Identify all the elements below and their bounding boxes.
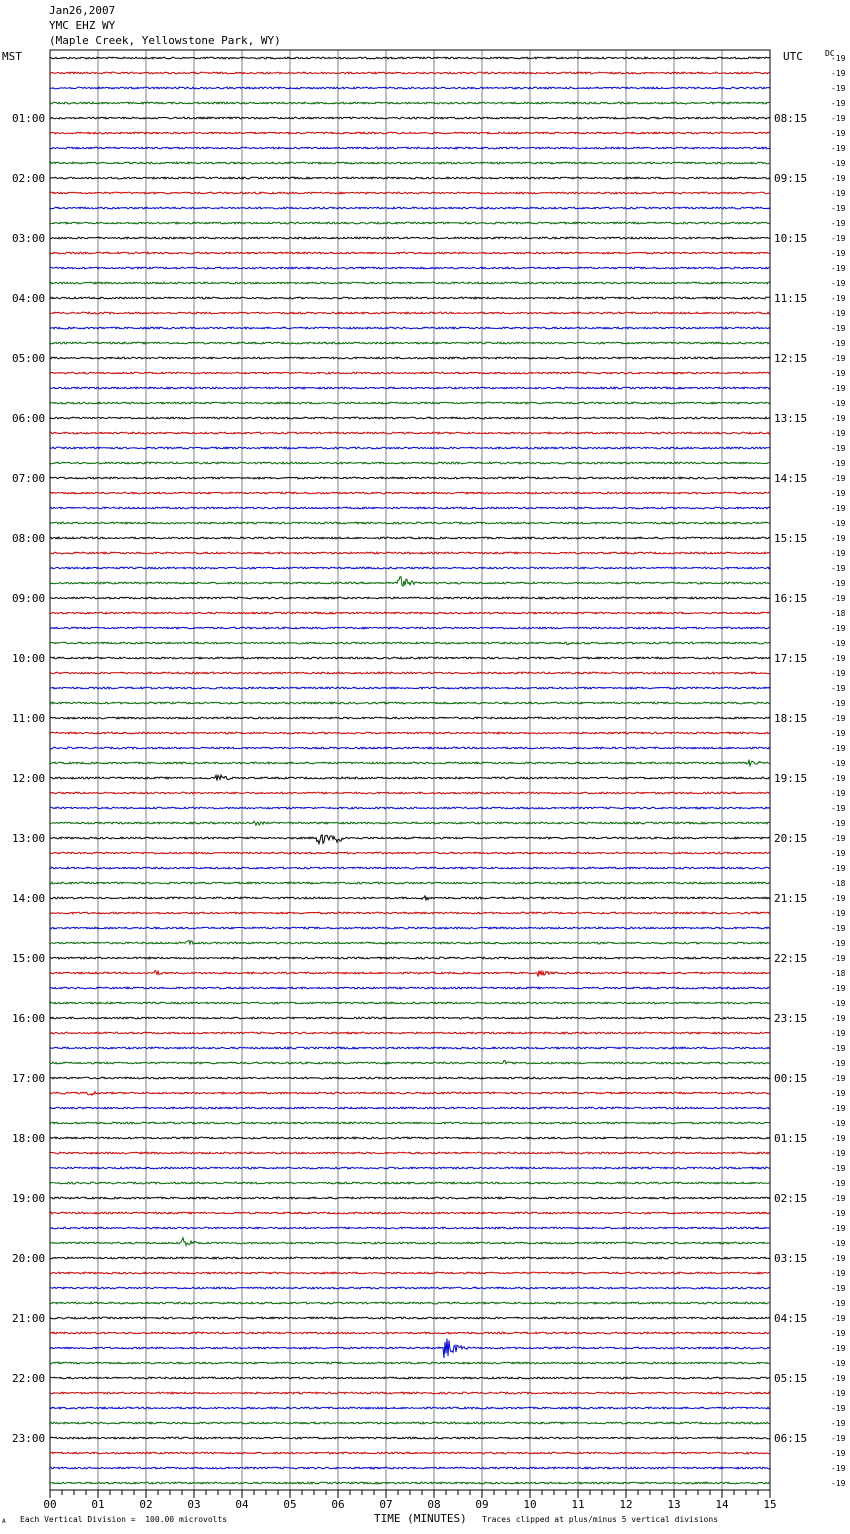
seismic-trace [50, 657, 770, 659]
seismic-trace [50, 342, 770, 344]
mst-hour-label: 21:00 [12, 1312, 46, 1325]
dc-offset-label: -19 [831, 774, 846, 783]
seismic-trace [50, 835, 770, 844]
seismic-trace [50, 222, 770, 224]
dc-offset-label: -19 [831, 279, 846, 288]
dc-offset-label: -19 [831, 1449, 846, 1458]
dc-offset-label: -19 [831, 1224, 846, 1233]
dc-offset-label: -19 [831, 1119, 846, 1128]
dc-offset-label: -19 [831, 654, 846, 663]
dc-offset-label: -19 [831, 114, 846, 123]
plot-date: Jan26,2007 [49, 4, 116, 17]
dc-offset-label: -19 [831, 519, 846, 528]
seismic-trace [50, 867, 770, 869]
seismic-trace [50, 492, 770, 494]
dc-offset-label: -19 [831, 924, 846, 933]
mst-hour-label: 03:00 [12, 232, 46, 245]
dc-offset-label: -19 [831, 1389, 846, 1398]
utc-hour-label: 23:15 [774, 1012, 808, 1025]
dc-offset-label: -19 [831, 144, 846, 153]
dc-offset-label: -19 [831, 714, 846, 723]
seismic-trace [50, 327, 770, 329]
mst-hour-label: 23:00 [12, 1432, 46, 1445]
seismic-trace [50, 927, 770, 929]
seismic-trace [50, 252, 770, 254]
dc-offset-label: -19 [831, 534, 846, 543]
seismic-trace [50, 132, 770, 134]
seismic-trace [50, 1061, 770, 1064]
station-code: YMC EHZ WY [49, 19, 116, 32]
dc-offset-label: -19 [831, 54, 846, 63]
dc-offset-label: -19 [831, 669, 846, 678]
dc-offset-label: -19 [831, 579, 846, 588]
seismic-trace [50, 1302, 770, 1304]
dc-offset-label: -19 [831, 1149, 846, 1158]
mst-hour-label: 19:00 [12, 1192, 46, 1205]
seismic-trace [50, 1287, 770, 1289]
mst-hour-label: 17:00 [12, 1072, 46, 1085]
seismic-trace [50, 177, 770, 179]
dc-offset-label: -18 [831, 609, 846, 618]
dc-offset-label: -19 [831, 1209, 846, 1218]
right-timezone-label: UTC [783, 50, 803, 63]
mst-hour-label: 02:00 [12, 172, 46, 185]
dc-offset-label: -19 [831, 189, 846, 198]
seismic-trace [50, 1467, 770, 1469]
dc-offset-label: -19 [831, 1404, 846, 1413]
seismic-trace [50, 237, 770, 239]
seismic-trace [50, 462, 770, 464]
dc-offset-label: -19 [831, 1179, 846, 1188]
seismic-trace [50, 642, 770, 645]
scale-note: Each Vertical Division = 100.00 microvolts [20, 1515, 228, 1524]
x-tick-label: 13 [667, 1498, 681, 1511]
dc-offset-label: -19 [831, 744, 846, 753]
dc-offset-label: -19 [831, 684, 846, 693]
dc-offset-label: -19 [831, 999, 846, 1008]
seismic-trace [50, 1122, 770, 1124]
seismic-trace [50, 57, 770, 59]
x-tick-label: 05 [283, 1498, 297, 1511]
utc-hour-label: 06:15 [774, 1432, 808, 1445]
utc-hour-label: 01:15 [774, 1132, 808, 1145]
utc-hour-label: 09:15 [774, 172, 808, 185]
dc-offset-label: -19 [831, 1029, 846, 1038]
seismic-trace [50, 1257, 770, 1259]
seismic-trace [50, 1452, 770, 1454]
x-tick-label: 00 [43, 1498, 57, 1511]
seismic-trace [50, 627, 770, 629]
x-tick-label: 07 [379, 1498, 393, 1511]
seismic-trace [50, 117, 770, 119]
seismic-trace [50, 612, 770, 614]
seismic-trace [50, 687, 770, 689]
dc-offset-label: -18 [831, 879, 846, 888]
seismic-trace [50, 1167, 770, 1169]
seismic-trace [50, 87, 770, 89]
seismic-trace [50, 1152, 770, 1154]
mst-hour-label: 14:00 [12, 892, 46, 905]
seismic-trace [50, 282, 770, 284]
dc-offset-label: -19 [831, 894, 846, 903]
x-tick-label: 14 [715, 1498, 729, 1511]
dc-offset-label: -19 [831, 309, 846, 318]
seismic-trace [50, 507, 770, 509]
seismic-trace [50, 702, 770, 704]
x-tick-label: 12 [619, 1498, 633, 1511]
seismic-trace [50, 970, 770, 976]
corner-mark: A [2, 1518, 6, 1525]
seismic-trace [50, 1107, 770, 1109]
dc-offset-label: -19 [831, 1314, 846, 1323]
dc-offset-label: -19 [831, 384, 846, 393]
seismic-trace [50, 1238, 770, 1246]
x-tick-label: 04 [235, 1498, 249, 1511]
seismic-trace [50, 147, 770, 149]
mst-hour-label: 01:00 [12, 112, 46, 125]
dc-offset-label: -19 [831, 489, 846, 498]
dc-offset-label: -19 [831, 474, 846, 483]
x-tick-label: 10 [523, 1498, 537, 1511]
seismic-trace [50, 72, 770, 74]
x-tick-label: 02 [139, 1498, 153, 1511]
seismic-trace [50, 402, 770, 404]
dc-offset-label: -19 [831, 159, 846, 168]
dc-offset-label: -19 [831, 1104, 846, 1113]
mst-hour-label: 15:00 [12, 952, 46, 965]
x-axis-title: TIME (MINUTES) [374, 1512, 467, 1525]
dc-offset-label: -19 [831, 804, 846, 813]
dc-offset-label: -19 [831, 1479, 846, 1488]
utc-hour-label: 12:15 [774, 352, 808, 365]
dc-offset-label: -19 [831, 264, 846, 273]
utc-hour-label: 15:15 [774, 532, 808, 545]
dc-offset-label: -19 [831, 1434, 846, 1443]
seismic-trace [50, 957, 770, 959]
dc-offset-label: -19 [831, 294, 846, 303]
x-tick-label: 15 [763, 1498, 777, 1511]
seismic-trace [50, 896, 770, 900]
seismic-trace [50, 387, 770, 389]
seismic-trace [50, 1017, 770, 1019]
utc-hour-label: 11:15 [774, 292, 808, 305]
seismic-trace [50, 372, 770, 374]
seismic-trace [50, 821, 770, 825]
dc-offset-label: -19 [831, 1074, 846, 1083]
dc-offset-label: -18 [831, 969, 846, 978]
seismic-trace [50, 357, 770, 359]
dc-offset-label: -19 [831, 594, 846, 603]
dc-offset-label: -19 [831, 324, 846, 333]
mst-hour-label: 22:00 [12, 1372, 46, 1385]
x-tick-label: 09 [475, 1498, 489, 1511]
seismic-trace [50, 1077, 770, 1079]
dc-offset-label: -19 [831, 1239, 846, 1248]
mst-hour-label: 16:00 [12, 1012, 46, 1025]
dc-offset-label: -19 [831, 129, 846, 138]
dc-offset-label: -19 [831, 249, 846, 258]
dc-offset-label: -19 [831, 729, 846, 738]
utc-hour-label: 19:15 [774, 772, 808, 785]
seismic-trace [50, 192, 770, 194]
dc-offset-label: -19 [831, 1329, 846, 1338]
utc-hour-label: 21:15 [774, 892, 808, 905]
seismic-trace [50, 312, 770, 314]
dc-offset-label: -19 [831, 1299, 846, 1308]
seismic-trace [50, 432, 770, 434]
seismic-trace [50, 577, 770, 587]
utc-hour-label: 14:15 [774, 472, 808, 485]
dc-offset-label: -19 [831, 219, 846, 228]
utc-hour-label: 18:15 [774, 712, 808, 725]
utc-hour-label: 10:15 [774, 232, 808, 245]
seismic-trace [50, 732, 770, 734]
seismic-trace [50, 1092, 770, 1096]
seismic-trace [50, 760, 770, 767]
seismic-trace [50, 1182, 770, 1184]
dc-offset-label: -19 [831, 204, 846, 213]
x-tick-label: 06 [331, 1498, 345, 1511]
seismic-trace [50, 1317, 770, 1319]
seismic-trace [50, 1377, 770, 1379]
utc-hour-label: 22:15 [774, 952, 808, 965]
utc-hour-label: 20:15 [774, 832, 808, 845]
dc-offset-label: -19 [831, 864, 846, 873]
seismic-trace [50, 1362, 770, 1364]
dc-offset-label: -19 [831, 69, 846, 78]
dc-offset-label: -19 [831, 954, 846, 963]
utc-hour-label: 13:15 [774, 412, 808, 425]
dc-offset-label: -19 [831, 1059, 846, 1068]
seismic-trace [50, 102, 770, 104]
mst-hour-label: 08:00 [12, 532, 46, 545]
dc-offset-label: -19 [831, 834, 846, 843]
seismic-trace [50, 1212, 770, 1214]
seismic-trace [50, 672, 770, 674]
seismic-trace [50, 297, 770, 299]
dc-offset-label: -19 [831, 549, 846, 558]
dc-offset-label: -19 [831, 849, 846, 858]
seismic-trace [50, 1002, 770, 1004]
mst-hour-label: 07:00 [12, 472, 46, 485]
dc-offset-label: -19 [831, 1134, 846, 1143]
dc-offset-label: -19 [831, 354, 846, 363]
dc-offset-label: -19 [831, 1374, 846, 1383]
dc-offset-label: -19 [831, 369, 846, 378]
dc-offset-label: -19 [831, 99, 846, 108]
mst-hour-label: 11:00 [12, 712, 46, 725]
seismic-trace [50, 477, 770, 479]
seismic-trace [50, 1422, 770, 1424]
seismic-trace [50, 1137, 770, 1139]
seismic-trace [50, 852, 770, 854]
utc-hour-label: 02:15 [774, 1192, 808, 1205]
utc-hour-label: 04:15 [774, 1312, 808, 1325]
seismic-trace [50, 447, 770, 449]
seismic-trace [50, 717, 770, 719]
seismic-trace [50, 882, 770, 884]
clip-note: Traces clipped at plus/minus 5 vertical divisions [482, 1515, 719, 1524]
dc-offset-label: -19 [831, 1089, 846, 1098]
seismic-trace [50, 1482, 770, 1484]
dc-offset-label: -19 [831, 759, 846, 768]
dc-offset-label: -19 [831, 939, 846, 948]
dc-offset-label: -19 [831, 1254, 846, 1263]
dc-offset-label: -19 [831, 1194, 846, 1203]
x-tick-label: 03 [187, 1498, 201, 1511]
left-timezone-label: MST [2, 50, 22, 63]
dc-offset-header: DC [825, 49, 835, 58]
dc-offset-label: -19 [831, 984, 846, 993]
dc-offset-label: -19 [831, 564, 846, 573]
dc-offset-label: -19 [831, 459, 846, 468]
dc-offset-label: -19 [831, 429, 846, 438]
seismic-trace [50, 267, 770, 269]
utc-hour-label: 05:15 [774, 1372, 808, 1385]
mst-hour-label: 06:00 [12, 412, 46, 425]
dc-offset-label: -19 [831, 174, 846, 183]
seismic-trace [50, 987, 770, 989]
dc-offset-label: -19 [831, 339, 846, 348]
dc-offset-label: -19 [831, 1014, 846, 1023]
mst-hour-label: 09:00 [12, 592, 46, 605]
seismic-trace [50, 1227, 770, 1229]
dc-offset-label: -19 [831, 1164, 846, 1173]
dc-offset-label: -19 [831, 699, 846, 708]
utc-hour-label: 16:15 [774, 592, 808, 605]
seismic-trace [50, 1392, 770, 1394]
utc-hour-label: 00:15 [774, 1072, 808, 1085]
seismic-trace [50, 912, 770, 914]
seismic-trace [50, 537, 770, 539]
mst-hour-label: 13:00 [12, 832, 46, 845]
x-tick-label: 01 [91, 1498, 105, 1511]
seismic-trace [50, 1047, 770, 1049]
seismic-trace [50, 1407, 770, 1409]
dc-offset-label: -19 [831, 1464, 846, 1473]
seismic-trace [50, 1197, 770, 1199]
dc-offset-label: -19 [831, 789, 846, 798]
dc-offset-label: -19 [831, 84, 846, 93]
seismic-trace [50, 1332, 770, 1334]
seismic-trace [50, 522, 770, 524]
seismic-trace [50, 1032, 770, 1034]
dc-offset-label: -19 [831, 414, 846, 423]
seismic-trace [50, 1339, 770, 1359]
utc-hour-label: 03:15 [774, 1252, 808, 1265]
dc-offset-label: -19 [831, 909, 846, 918]
dc-offset-label: -19 [831, 1284, 846, 1293]
dc-offset-label: -19 [831, 819, 846, 828]
dc-offset-label: -19 [831, 399, 846, 408]
mst-hour-label: 05:00 [12, 352, 46, 365]
seismic-trace [50, 1272, 770, 1274]
dc-offset-label: -19 [831, 624, 846, 633]
seismic-trace [50, 792, 770, 794]
station-location: (Maple Creek, Yellowstone Park, WY) [49, 34, 281, 47]
dc-offset-label: -19 [831, 444, 846, 453]
x-tick-label: 08 [427, 1498, 441, 1511]
dc-offset-label: -19 [831, 1344, 846, 1353]
seismic-trace [50, 552, 770, 554]
seismic-trace [50, 207, 770, 209]
x-tick-label: 11 [571, 1498, 585, 1511]
utc-hour-label: 17:15 [774, 652, 808, 665]
seismic-trace [50, 747, 770, 749]
dc-offset-label: -19 [831, 1419, 846, 1428]
seismic-trace [50, 940, 770, 944]
seismic-trace [50, 567, 770, 569]
mst-hour-label: 04:00 [12, 292, 46, 305]
seismic-trace [50, 1437, 770, 1439]
dc-offset-label: -19 [831, 234, 846, 243]
seismic-trace [50, 775, 770, 781]
dc-offset-label: -19 [831, 1044, 846, 1053]
mst-hour-label: 12:00 [12, 772, 46, 785]
dc-offset-label: -19 [831, 1359, 846, 1368]
seismic-trace [50, 597, 770, 599]
mst-hour-label: 20:00 [12, 1252, 46, 1265]
mst-hour-label: 10:00 [12, 652, 46, 665]
seismic-trace [50, 417, 770, 419]
dc-offset-label: -19 [831, 504, 846, 513]
mst-hour-label: 18:00 [12, 1132, 46, 1145]
seismic-trace [50, 162, 770, 164]
utc-hour-label: 08:15 [774, 112, 808, 125]
dc-offset-label: -19 [831, 639, 846, 648]
seismic-trace [50, 807, 770, 809]
dc-offset-label: -19 [831, 1269, 846, 1278]
